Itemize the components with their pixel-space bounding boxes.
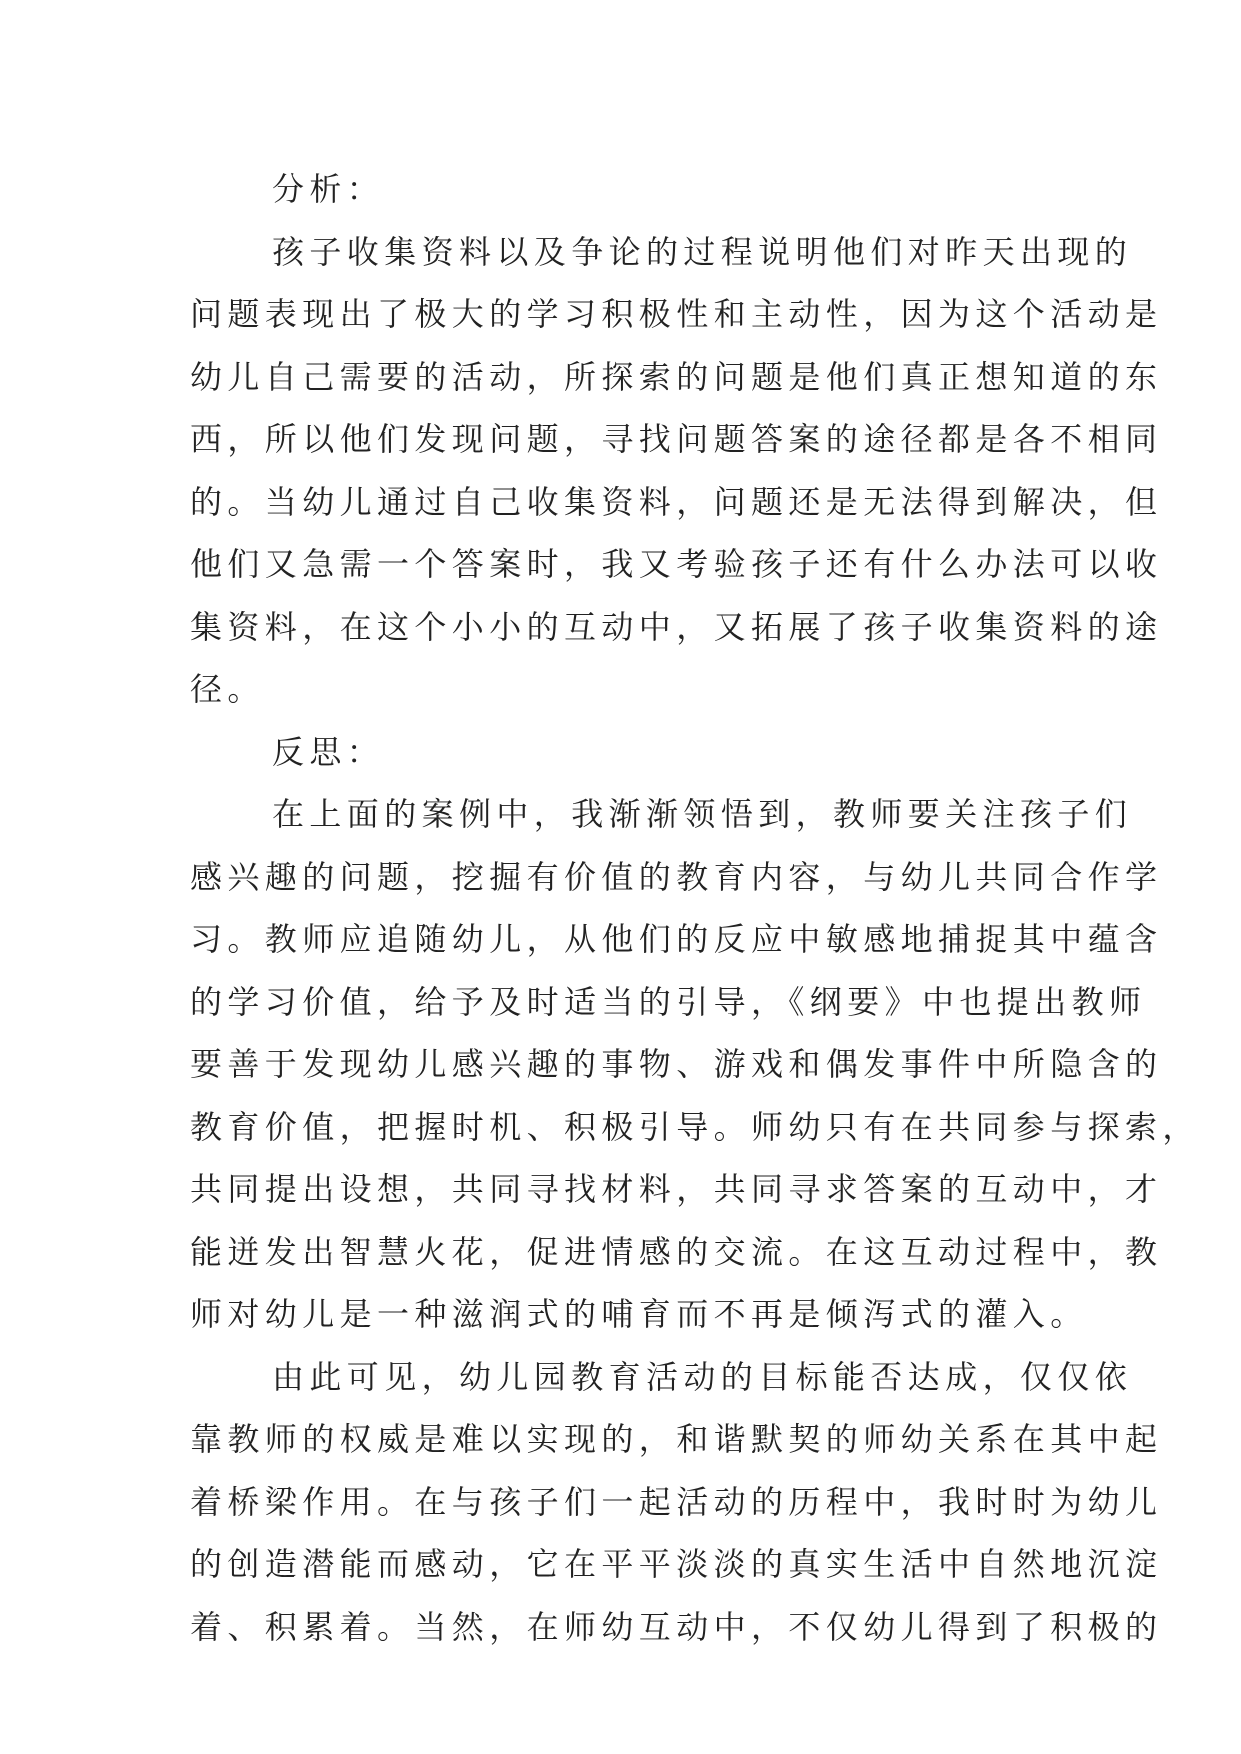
paragraph-line: 在上面的案例中，我渐渐领悟到，教师要关注孩子们 — [272, 795, 1133, 833]
paragraph-line: 的学习价值，给予及时适当的引导，《纲要》中也提出教师 — [190, 982, 1147, 1021]
heading-analysis: 分析： — [272, 170, 385, 208]
paragraph-line: 他们又急需一个答案时，我又考验孩子还有什么办法可以收 — [190, 545, 1163, 583]
paragraph-line: 集资料，在这个小小的互动中，又拓展了孩子收集资料的途 — [190, 607, 1163, 646]
paragraph-line: 的。当幼儿通过自己收集资料，问题还是无法得到解决，但 — [190, 482, 1163, 521]
paragraph-line: 西，所以他们发现问题，寻找问题答案的途径都是各不相同 — [190, 420, 1163, 458]
paragraph-line: 由此可见，幼儿园教育活动的目标能否达成，仅仅依 — [272, 1357, 1133, 1396]
paragraph-line: 能迸发出智慧火花，促进情感的交流。在这互动过程中，教 — [190, 1232, 1163, 1271]
paragraph-line: 师对幼儿是一种滋润式的哺育而不再是倾泻式的灌入。 — [190, 1295, 1088, 1333]
paragraph-line: 孩子收集资料以及争论的过程说明他们对昨天出现的 — [272, 232, 1133, 271]
paragraph-line: 径。 — [190, 670, 265, 708]
paragraph-line: 教育价值，把握时机、积极引导。师幼只有在共同参与探索， — [190, 1107, 1200, 1146]
paragraph-line: 幼儿自己需要的活动，所探索的问题是他们真正想知道的东 — [190, 357, 1163, 396]
paragraph-line: 要善于发现幼儿感兴趣的事物、游戏和偶发事件中所隐含的 — [190, 1045, 1163, 1083]
paragraph-line: 感兴趣的问题，挖掘有价值的教育内容，与幼儿共同合作学 — [190, 857, 1163, 896]
paragraph-line: 共同提出设想，共同寻找材料，共同寻求答案的互动中，才 — [190, 1170, 1163, 1208]
paragraph-line: 习。教师应追随幼儿，从他们的反应中敏感地捕捉其中蕴含 — [190, 920, 1163, 958]
paragraph-line: 着桥梁作用。在与孩子们一起活动的历程中，我时时为幼儿 — [190, 1482, 1163, 1521]
paragraph-line: 靠教师的权威是难以实现的，和谐默契的师幼关系在其中起 — [190, 1420, 1163, 1458]
paragraph-line: 的创造潜能而感动，它在平平淡淡的真实生活中自然地沉淀 — [190, 1545, 1163, 1583]
heading-reflection: 反思： — [272, 732, 385, 771]
paragraph-line: 着、积累着。当然，在师幼互动中，不仅幼儿得到了积极的 — [190, 1607, 1163, 1646]
document-body — [190, 158, 1200, 1658]
paragraph-line: 问题表现出了极大的学习积极性和主动性，因为这个活动是 — [190, 295, 1163, 333]
